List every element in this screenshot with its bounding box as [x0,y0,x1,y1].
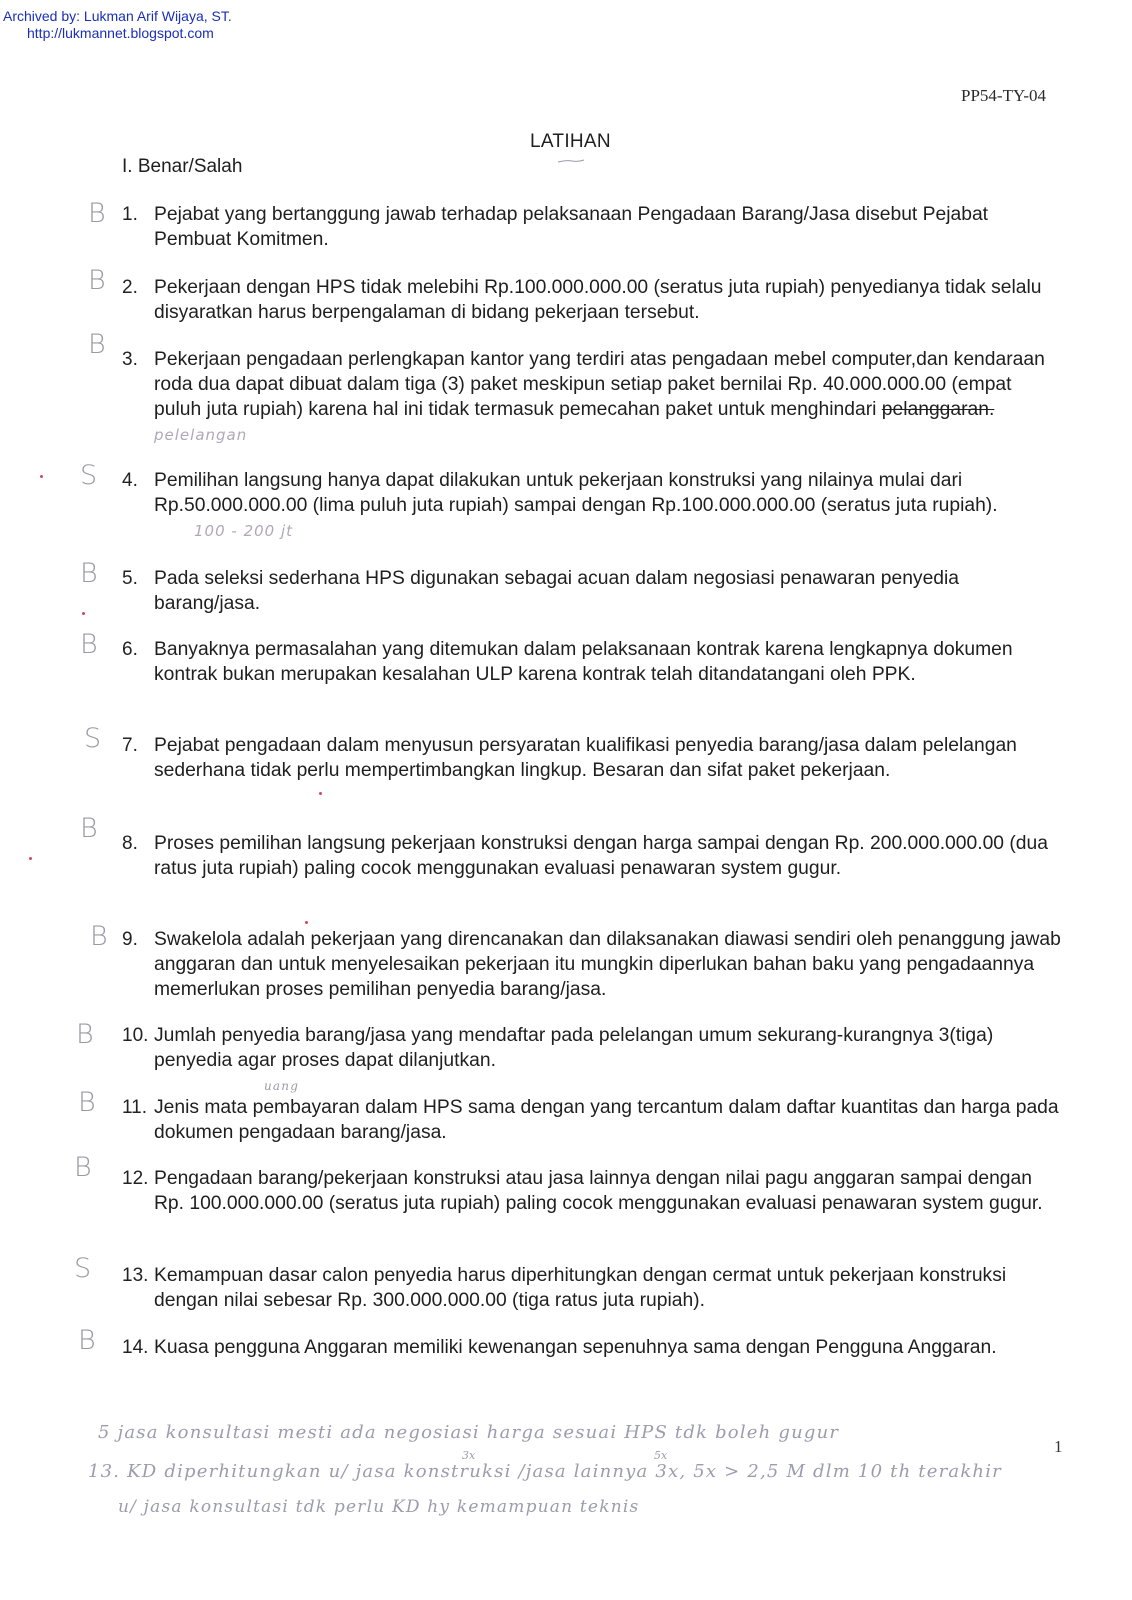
answer-mark: B [88,329,106,360]
handwritten-correction: pelelangan [154,426,248,444]
question-number: 12. [122,1168,149,1189]
question-number: 8. [122,833,138,854]
answer-mark: B [88,198,106,229]
handwritten-superscript: 3x [462,1449,476,1462]
question-text: Pejabat pengadaan dalam menyusun persyaratan kualifikasi penyedia barang/jasa dalam pelelangan sederhana tidak perlu mempertimbangkan lingkup. Besaran dan sifat paket pekerjaan. [154,735,1017,781]
question-number: 3. [122,349,138,370]
title-underline-mark [556,158,586,164]
question-number: 4. [122,470,138,491]
question-text: Pada seleksi sederhana HPS digunakan sebagai acuan dalam negosiasi penawaran penyedia barang/jasa. [154,568,960,614]
handwritten-note-line-3: u/ jasa konsultasi tdk perlu KD hy kemampuan teknis [118,1497,640,1517]
question-number: 14. [122,1337,149,1358]
question-number: 6. [122,639,138,660]
answer-mark: B [80,813,98,844]
answer-mark: S [74,1253,92,1284]
answer-mark: S [80,460,98,491]
question-text-main: Pekerjaan pengadaan perlengkapan kantor yang terdiri atas pengadaan mebel computer,dan kendaraan roda dua dapat dibuat dalam tiga (3) paket meskipun setiap paket bernilai Rp. 40.000.000.00 (empat puluh juta rupiah) karena hal ini tidak termasuk pemecahan paket untuk menghindari [154,349,1045,420]
answer-mark: B [76,1019,94,1050]
question-text: Pengadaan barang/pekerjaan konstruksi atau jasa lainnya dengan nilai pagu anggaran sampai dengan Rp. 100.000.000.00 (seratus juta rupiah) paling cocok menggunakan evaluasi penawaran system gugur. [154,1168,1043,1214]
question-number: 7. [122,735,138,756]
struck-word: pelanggaran. [881,399,995,420]
handwritten-superscript: 5x [654,1449,668,1462]
archive-url[interactable]: http://lukmannet.blogspot.com [27,25,214,41]
handwritten-note-line-1: 5 jasa konsultasi mesti ada negosiasi harga sesuai HPS tdk boleh gugur [98,1422,840,1443]
question-number: 10. [122,1025,149,1046]
question-number: 9. [122,929,138,950]
answer-mark: B [88,265,106,296]
page-title: LATIHAN [530,131,611,152]
question-text: Swakelola adalah pekerjaan yang direncanakan dan dilaksanakan diawasi sendiri oleh penanggung jawab anggaran dan untuk menyelesaikan pekerjaan itu mungkin diperlukan bahan baku yang pengadaannya memerlukan proses pemilihan penyedia barang/jasa. [154,929,1061,1000]
archive-header [3,8,232,42]
question-text [154,347,1064,448]
question-text: Kemampuan dasar calon penyedia harus diperhitungkan dengan cermat untuk pekerjaan konstruksi dengan nilai sebesar Rp. 300.000.000.00 (tiga ratus juta rupiah). [154,1265,1007,1311]
answer-mark: S [84,723,102,754]
question-text: Proses pemilihan langsung pekerjaan konstruksi dengan harga sampai dengan Rp. 200.000.000.00 (dua ratus juta rupiah) paling cocok menggunakan evaluasi penawaran system gugur. [154,833,1048,879]
question-number: 11. [122,1097,148,1118]
question-text: Jenis mata pembayaran dalam HPS sama dengan yang tercantum dalam daftar kuantitas dan harga pada dokumen pengadaan barang/jasa. [154,1097,1059,1143]
answer-mark: B [90,921,108,952]
answer-mark: B [78,1325,96,1356]
question-text: Pekerjaan dengan HPS tidak melebihi Rp.100.000.000.00 (seratus juta rupiah) penyedianya tidak selalu disyaratkan harus berpengalaman di bidang pekerjaan tersebut. [154,277,1042,323]
scan-speck [40,475,43,478]
archived-by: Archived by: Lukman Arif Wijaya, ST. [3,8,232,24]
question-text: Pejabat yang bertanggung jawab terhadap pelaksanaan Pengadaan Barang/Jasa disebut Pejabat Pembuat Komitmen. [154,204,989,250]
question-text: Kuasa pengguna Anggaran memiliki kewenangan sepenuhnya sama dengan Pengguna Anggaran. [154,1337,997,1358]
scan-speck [82,612,85,615]
question-number: 2. [122,277,138,298]
handwritten-note: 100 - 200 jt [194,522,294,540]
section-heading: I. Benar/Salah [122,156,243,177]
answer-mark: B [74,1152,92,1183]
question-number: 13. [122,1265,149,1286]
question-text-main: Pemilihan langsung hanya dapat dilakukan untuk pekerjaan konstruksi yang nilainya mulai dari Rp.50.000.000.00 (lima puluh juta rupiah) sampai dengan Rp.100.000.000.00 (seratus juta rupiah). [154,470,998,516]
handwritten-note: uang [264,1079,300,1093]
handwritten-note-line-2: 13. KD diperhitungkan u/ jasa konstruksi /jasa lainnya 3x, 5x > 2,5 M dlm 10 th terakhir [88,1461,1002,1482]
question-text [154,468,1064,544]
scan-speck [29,857,32,860]
scan-speck [319,792,322,795]
answer-mark: B [80,558,98,589]
scan-speck [305,921,308,924]
answer-mark: B [80,629,98,660]
question-text: Banyaknya permasalahan yang ditemukan dalam pelaksanaan kontrak karena lengkapnya dokumen kontrak bukan merupakan kesalahan ULP karena kontrak telah ditandatangani oleh PPK. [154,639,1013,685]
question-number: 1. [122,204,138,225]
question-number: 5. [122,568,138,589]
page-number: 1 [1054,1437,1063,1456]
question-text: Jumlah penyedia barang/jasa yang mendaftar pada pelelangan umum sekurang-kurangnya 3(tiga) penyedia agar proses dapat dilanjutkan. [154,1025,994,1071]
answer-mark: B [78,1087,96,1118]
document-code: PP54-TY-04 [961,86,1047,105]
